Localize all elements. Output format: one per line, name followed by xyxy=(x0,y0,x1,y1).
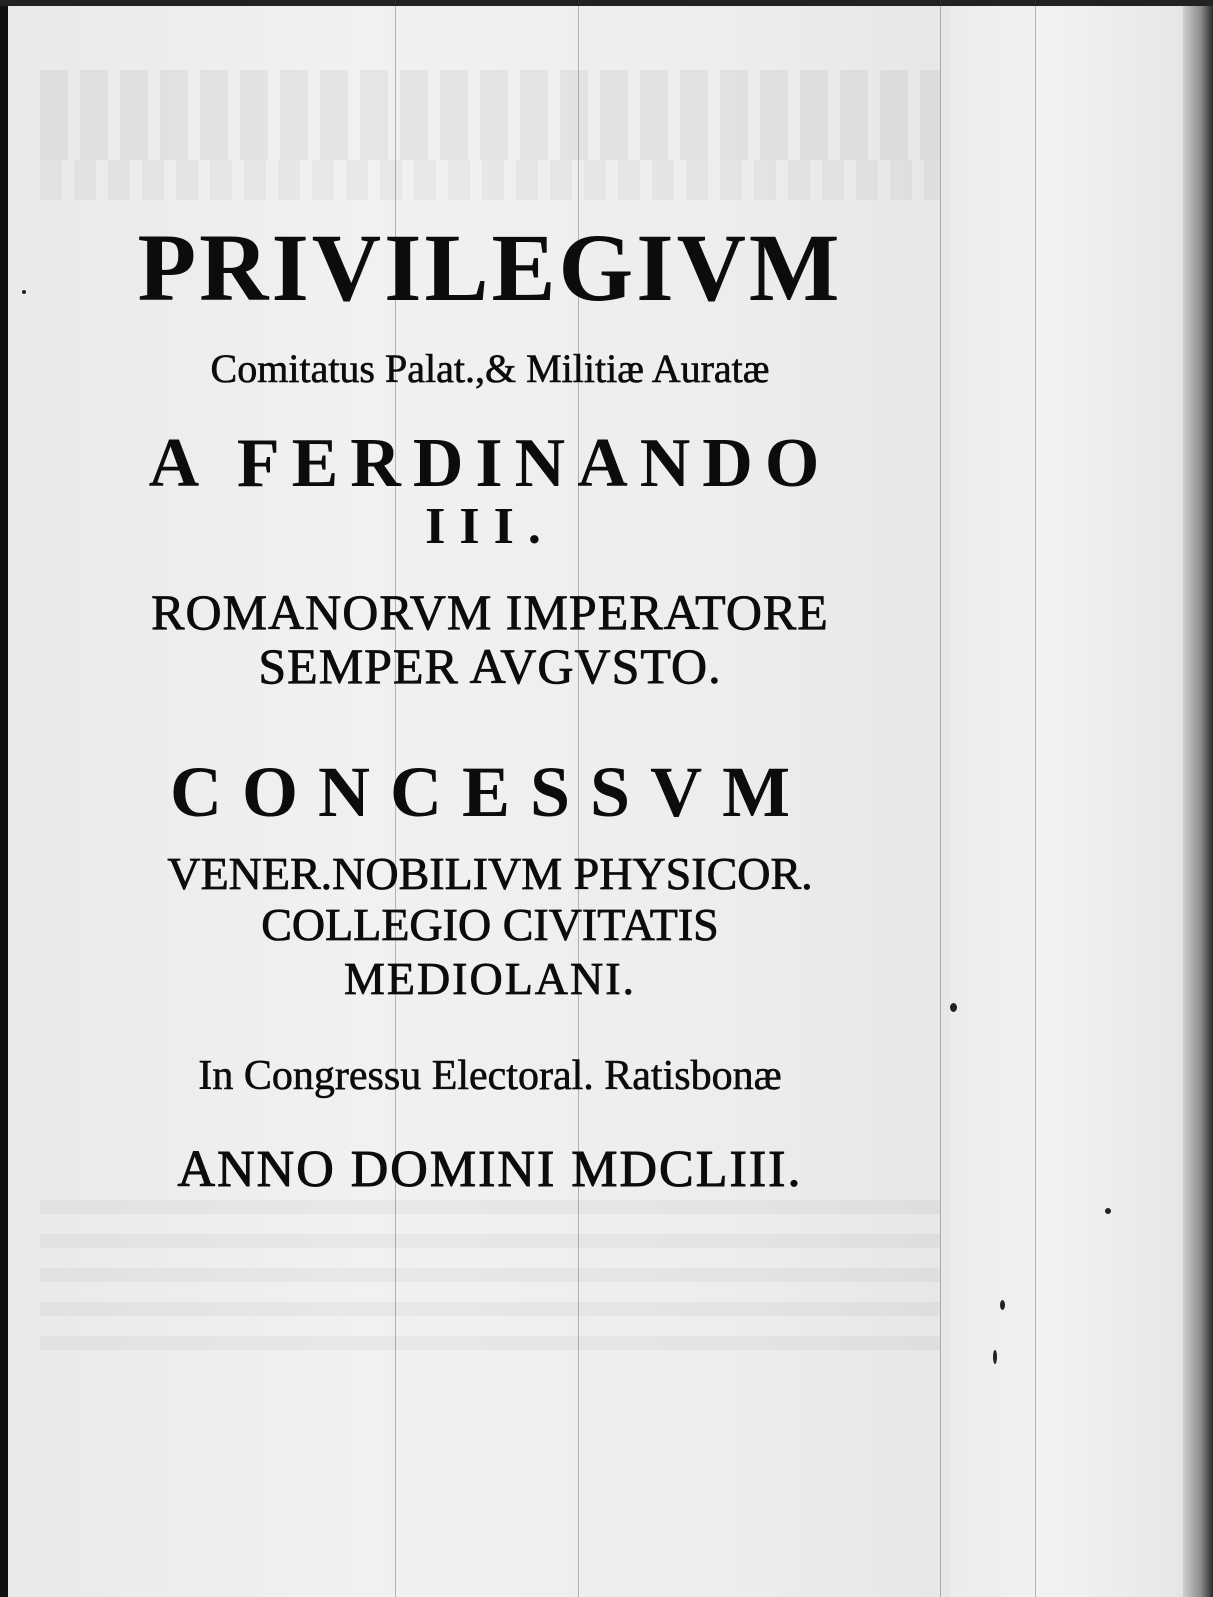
grantor-epithet: SEMPER AVGVSTO. xyxy=(258,638,722,694)
concessum-heading: CONCESSVM xyxy=(169,752,811,832)
grantor-name: A FERDINANDO xyxy=(148,425,832,502)
adjacent-page-strip xyxy=(950,0,1213,1597)
ink-speck xyxy=(993,1350,997,1364)
recipient-line: MEDIOLANI. xyxy=(343,953,637,1004)
ink-speck xyxy=(1105,1208,1111,1214)
recipient-line: COLLEGIO CIVITATIS xyxy=(261,899,719,950)
recipient-line: VENER.NOBILIVM PHYSICOR. xyxy=(167,848,813,899)
place-line: In Congressu Electoral. Ratisbonæ xyxy=(198,1053,782,1099)
ink-speck xyxy=(22,290,26,294)
grantor-numeral: III. xyxy=(425,498,555,555)
fold-line xyxy=(1035,0,1036,1597)
page-edge-shadow xyxy=(1183,0,1213,1597)
grantor-title: ROMANORVM IMPERATORE xyxy=(151,584,829,640)
ink-speck xyxy=(950,1003,957,1012)
subtitle: Comitatus Palat.,& Militiæ Auratæ xyxy=(210,346,770,391)
page-title: PRIVILEGIVM xyxy=(137,214,843,321)
ink-speck xyxy=(1000,1300,1005,1310)
title-page-text xyxy=(30,0,950,1597)
scan-border-left xyxy=(0,0,8,1597)
date-line: ANNO DOMINI MDCLIII. xyxy=(177,1141,803,1198)
